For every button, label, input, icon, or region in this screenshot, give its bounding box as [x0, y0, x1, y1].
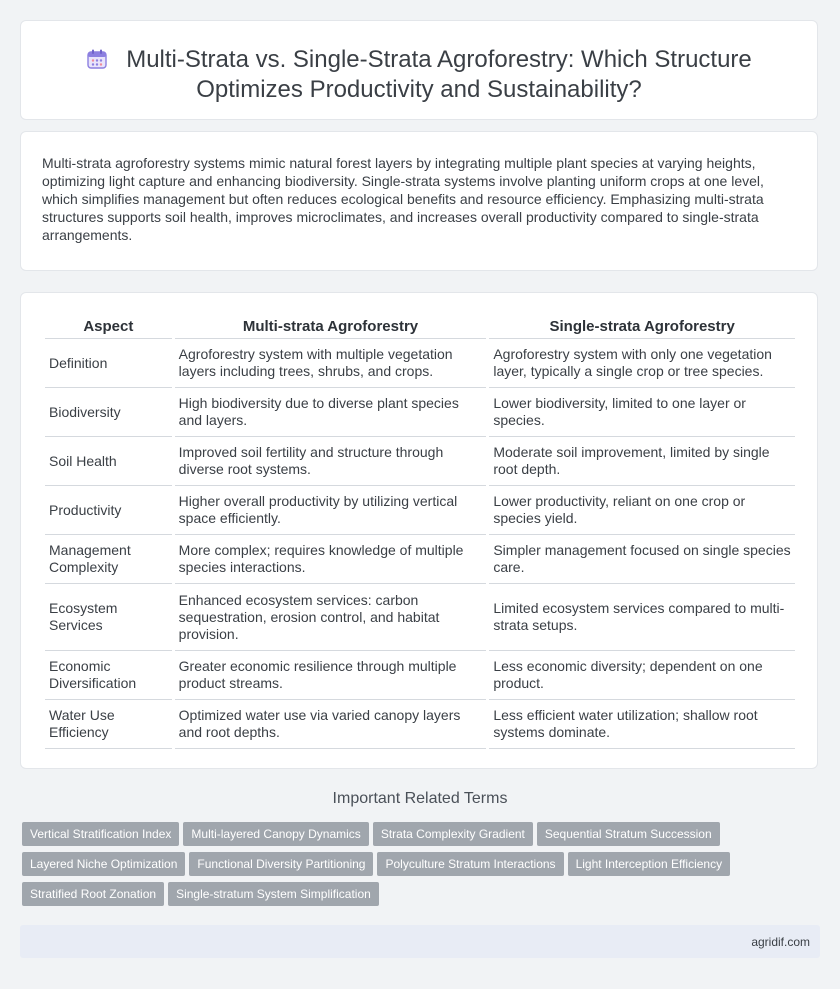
related-term-tag[interactable]: Sequential Stratum Succession	[537, 822, 720, 846]
header-aspect: Aspect	[45, 315, 172, 339]
row-single: Lower productivity, reliant on one crop or species yield.	[489, 486, 795, 535]
table-header-row	[45, 315, 795, 339]
row-multi: Higher overall productivity by utilizing vertical space efficiently.	[175, 486, 487, 535]
row-aspect: Productivity	[45, 486, 172, 535]
table-row	[45, 651, 795, 700]
row-single: Simpler management focused on single species care.	[489, 535, 795, 584]
row-aspect: Biodiversity	[45, 388, 172, 437]
related-term-tag[interactable]: Light Interception Efficiency	[568, 852, 731, 876]
table-row	[45, 700, 795, 749]
header-single-strata: Single-strata Agroforestry	[489, 315, 795, 339]
related-term-tag[interactable]: Vertical Stratification Index	[22, 822, 179, 846]
table-row	[45, 584, 795, 651]
row-single: Agroforestry system with only one vegetation layer, typically a single crop or tree species.	[489, 339, 795, 388]
row-multi: Agroforestry system with multiple vegetation layers including trees, shrubs, and crops.	[175, 339, 487, 388]
row-aspect: Economic Diversification	[45, 651, 172, 700]
calendar-icon	[86, 48, 108, 70]
row-multi: Enhanced ecosystem services: carbon sequestration, erosion control, and habitat provision.	[175, 584, 487, 651]
related-term-tag[interactable]: Multi-layered Canopy Dynamics	[183, 822, 368, 846]
row-multi: High biodiversity due to diverse plant species and layers.	[175, 388, 487, 437]
table-row	[45, 339, 795, 388]
title-line-2: Optimizes Productivity and Sustainability?	[196, 76, 642, 103]
row-aspect: Soil Health	[45, 437, 172, 486]
intro-paragraph: Multi-strata agroforestry systems mimic natural forest layers by integrating multiple plant species at varying heights, optimizing light capture and enhancing biodiversity. Single-strata systems involve planting uniform crops at one level, which simplifies management but often reduces ecological benefits and resource efficiency. Emphasizing multi-strata structures supports soil health, improves microclimates, and increases overall productivity compared to single-strata arrangements.	[42, 155, 764, 243]
header-multi-strata: Multi-strata Agroforestry	[175, 315, 487, 339]
related-term-tag[interactable]: Functional Diversity Partitioning	[189, 852, 373, 876]
related-terms-list	[22, 822, 742, 912]
title-card	[20, 20, 818, 120]
row-multi: More complex; requires knowledge of multiple species interactions.	[175, 535, 487, 584]
page-title	[21, 45, 817, 105]
row-multi: Improved soil fertility and structure through diverse root systems.	[175, 437, 487, 486]
comparison-card	[20, 292, 818, 769]
title-line-1: Multi-Strata vs. Single-Strata Agroforestry: Which Structure	[126, 46, 752, 73]
table-row	[45, 437, 795, 486]
row-single: Limited ecosystem services compared to multi-strata setups.	[489, 584, 795, 651]
intro-card	[20, 131, 818, 271]
related-terms-title: Important Related Terms	[332, 790, 508, 807]
row-single: Less economic diversity; dependent on one product.	[489, 651, 795, 700]
row-aspect: Management Complexity	[45, 535, 172, 584]
footer-site-link[interactable]: agridif.com	[751, 935, 810, 949]
row-single: Lower biodiversity, limited to one layer or species.	[489, 388, 795, 437]
row-single: Less efficient water utilization; shallow root systems dominate.	[489, 700, 795, 749]
comparison-table	[42, 315, 798, 749]
footer-bar	[20, 925, 820, 958]
row-multi: Greater economic resilience through multiple product streams.	[175, 651, 487, 700]
table-row	[45, 486, 795, 535]
related-term-tag[interactable]: Layered Niche Optimization	[22, 852, 185, 876]
row-aspect: Water Use Efficiency	[45, 700, 172, 749]
related-term-tag[interactable]: Polyculture Stratum Interactions	[377, 852, 563, 876]
row-aspect: Ecosystem Services	[45, 584, 172, 651]
table-row	[45, 535, 795, 584]
related-term-tag[interactable]: Stratified Root Zonation	[22, 882, 164, 906]
row-multi: Optimized water use via varied canopy layers and root depths.	[175, 700, 487, 749]
related-term-tag[interactable]: Single-stratum System Simplification	[168, 882, 379, 906]
table-row	[45, 388, 795, 437]
related-term-tag[interactable]: Strata Complexity Gradient	[373, 822, 533, 846]
row-aspect: Definition	[45, 339, 172, 388]
row-single: Moderate soil improvement, limited by single root depth.	[489, 437, 795, 486]
